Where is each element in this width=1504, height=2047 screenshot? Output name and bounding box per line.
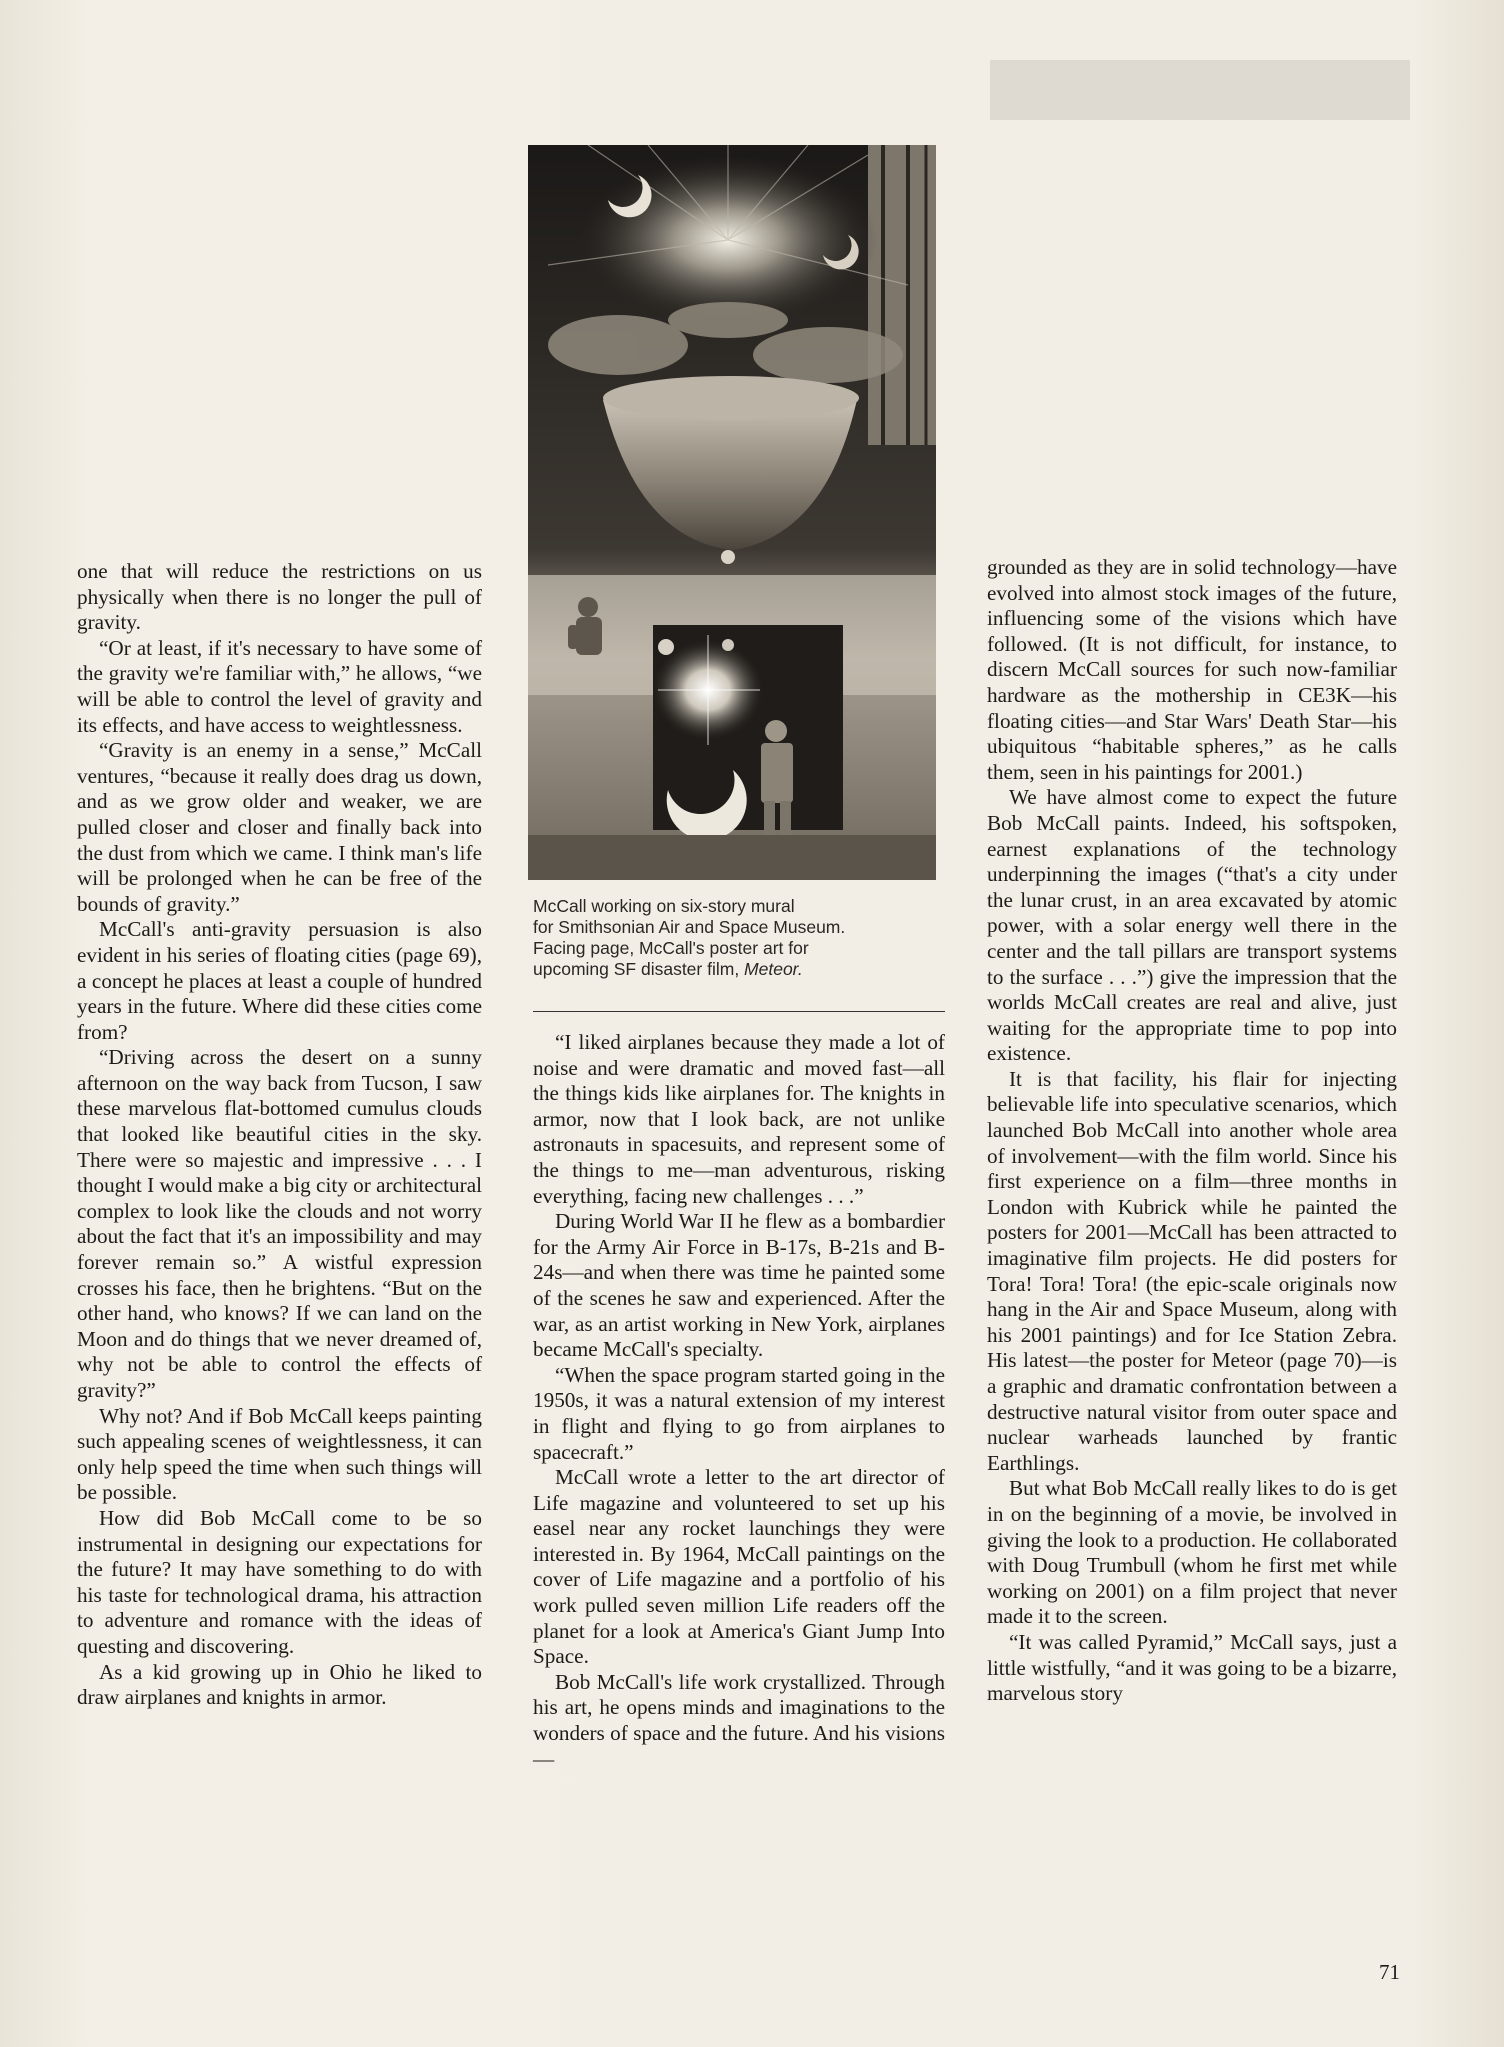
caption-line-text: upcoming SF disaster film, [533, 959, 745, 979]
article-paragraph: McCall's anti-gravity persuasion is also evident in his series of floating cities (page 69), a concept he places at least a couple of hundred years in the future. Where did these cities come from? [77, 917, 482, 1044]
article-paragraph: “It was called Pyramid,” McCall says, just a little wistfully, “and it was going to be a bizarre, marvelous story [987, 1629, 1397, 1706]
article-paragraph: “Driving across the desert on a sunny afternoon on the way back from Tucson, I saw these marvelous flat-bottomed cumulus clouds that looked like beautiful cities in the sky. There were so majestic and impressive . . . I thought I would make a big city or architectural complex to look like the clouds and not worry about the fact that it's an impossibility and may forever remain so.” A wistful expression crosses his face, then he brightens. “But on the other hand, who knows? If we can land on the Moon and do things that we never dreamed of, why not be able to control the effects of gravity?” [77, 1045, 482, 1402]
caption-line: Facing page, McCall's poster art for [533, 938, 809, 958]
article-paragraph: But what Bob McCall really likes to do is get in on the beginning of a movie, be involved in giving the look to a production. He collaborated with Doug Trumbull (whom he first met while working on 2001) on a film project that never made it to the screen. [987, 1476, 1397, 1629]
article-paragraph: We have almost come to expect the future Bob McCall paints. Indeed, his softspoken, earnest explanations of the technology underpinning the images (“that's a city under the lunar crust, in an area excavated by atomic power, with a solar energy well there in the center and the tall pillars are transport systems to the surface . . .”) give the impression that the worlds McCall creates are real and alive, just waiting for the appropriate time to pop into existence. [987, 785, 1397, 1066]
article-paragraph: “I liked airplanes because they made a lot of noise and were dramatic and moved fast—all the things kids like airplanes for. The knights in armor, now that I look back, are not unlike astronauts in spacesuits, and represent some of the things to me—man adventurous, risking everything, facing new challenges . . .” [533, 1030, 945, 1208]
photo-caption [533, 896, 953, 980]
article-paragraph: “Or at least, if it's necessary to have some of the gravity we're familiar with,” he allows, “we will be able to control the level of gravity and its effects, and have access to weightlessness. [77, 635, 482, 737]
caption-line: McCall working on six-story mural [533, 896, 795, 916]
article-paragraph: Why not? And if Bob McCall keeps painting such appealing scenes of weightlessness, it can only help speed the time when such things will be possible. [77, 1403, 482, 1505]
mural-photo [528, 145, 936, 880]
article-paragraph: As a kid growing up in Ohio he liked to draw airplanes and knights in armor. [77, 1659, 482, 1710]
article-paragraph: It is that facility, his flair for injecting believable life into speculative scenarios, which launched Bob McCall into another whole area of involvement—with the film world. Since his first experience on a film—three months in London with Kubrick while he painted the posters for 2001—McCall has been attracted to imaginative film projects. He did posters for Tora! Tora! Tora! (the epic-scale originals now hang in the Air and Space Museum, along with his 2001 paintings) and for Ice Station Zebra. His latest—the poster for Meteor (page 70)—is a graphic and dramatic confrontation between a destructive natural visitor from outer space and nuclear warheads launched by frantic Earthlings. [987, 1066, 1397, 1475]
article-paragraph: one that will reduce the restrictions on us physically when there is no longer the pull of gravity. [77, 559, 482, 635]
mural-photo-image [528, 145, 936, 880]
article-paragraph: How did Bob McCall come to be so instrumental in designing our expectations for the future? It may have something to do with his taste for technological drama, his attraction to adventure and romance with the ideas of questing and discovering. [77, 1505, 482, 1658]
article-paragraph: McCall wrote a letter to the art director of Life magazine and volunteered to set up his easel near any rocket launchings they were interested in. By 1964, McCall paintings on the cover of Life magazine and a portfolio of his work pulled seven million Life readers off the planet for a look at America's Giant Jump Into Space. [533, 1465, 945, 1669]
caption-line: for Smithsonian Air and Space Museum. [533, 917, 846, 937]
article-paragraph: During World War II he flew as a bombardier for the Army Air Force in B-17s, B-21s and B-24s—and when there was time he painted some of the scenes he saw and experienced. After the war, as an artist working in New York, airplanes became McCall's specialty. [533, 1209, 945, 1362]
caption-film-title: Meteor. [744, 959, 803, 979]
article-column-3 [987, 555, 1397, 1707]
article-paragraph: grounded as they are in solid technology—have evolved into almost stock images of the future, influencing some of the visions which have followed. (It is not difficult, for instance, to discern McCall sources for such now-familiar hardware as the mothership in CE3K—his floating cities—and Star Wars' Death Star—his ubiquitous “habitable spheres,” as he calls them, seen in his paintings for 2001.) [987, 555, 1397, 784]
article-paragraph: Bob McCall's life work crystallized. Through his art, he opens minds and imaginations to the wonders of space and the future. And his visions— [533, 1669, 945, 1771]
caption-line [533, 959, 953, 980]
article-paragraph: “Gravity is an enemy in a sense,” McCall ventures, “because it really does drag us down, and as we grow older and weaker, we are pulled closer and closer and finally back into the dust from which we came. I think man's life will be prolonged when he can be free of the bounds of gravity.” [77, 738, 482, 916]
page-number: 71 [1379, 1960, 1400, 1984]
show-through-heading [990, 30, 1490, 210]
article-column-2 [533, 1030, 945, 1772]
article-column-1 [77, 559, 482, 1711]
column-rule [533, 1011, 945, 1012]
article-paragraph: “When the space program started going in the 1950s, it was a natural extension of my interest in flight and flying to go from airplanes to spacecraft.” [533, 1362, 945, 1464]
